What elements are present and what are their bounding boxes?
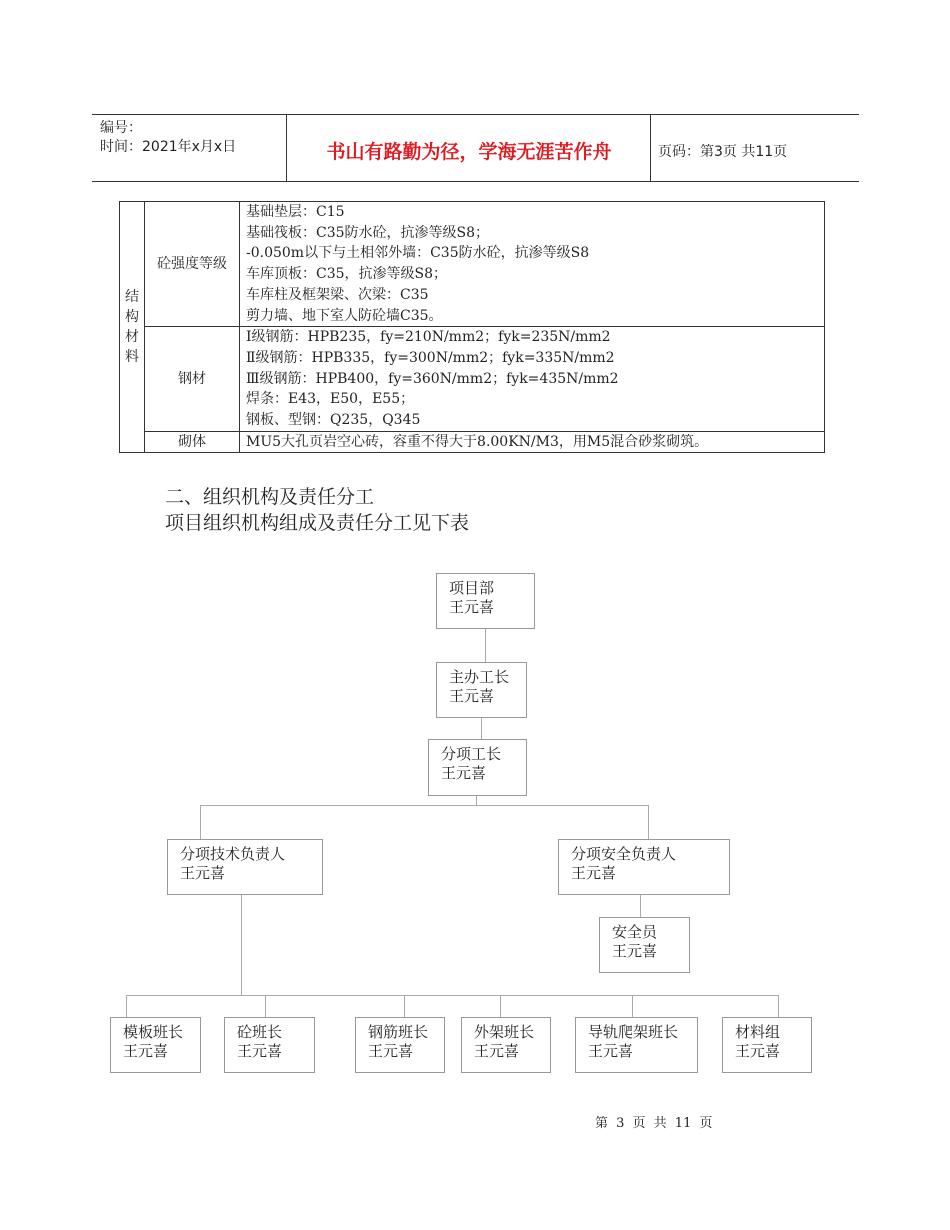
- connector-line: [640, 894, 641, 917]
- org-person: 王元喜: [237, 1042, 283, 1060]
- header-divider: [650, 115, 651, 181]
- desc-line: 车库顶板：C35，抗渗等级S8；: [246, 266, 448, 283]
- org-role: 导轨爬架班长: [588, 1023, 679, 1041]
- connector-line: [485, 628, 486, 662]
- category-cell: [120, 202, 145, 453]
- org-role: 模板班长: [123, 1023, 184, 1041]
- table-row: [120, 202, 825, 327]
- desc-line: -0.050m以下与土相邻外墙：C35防水砼，抗渗等级S8: [246, 245, 590, 262]
- org-person: 王元喜: [474, 1042, 520, 1060]
- connector-line: [632, 995, 633, 1017]
- desc-line: 基础垫层：C15: [246, 204, 345, 220]
- org-role: 分项安全负责人: [571, 845, 677, 863]
- category-char: 结: [125, 289, 139, 306]
- connector-line: [126, 995, 779, 996]
- org-person: 王元喜: [441, 764, 487, 782]
- org-role: 材料组: [735, 1023, 781, 1041]
- desc-line: 车库柱及框架梁、次梁：C35: [246, 286, 429, 303]
- org-role: 主办工长: [449, 668, 510, 686]
- section-heading: 二、组织机构及责任分工: [165, 486, 375, 508]
- row-name: 砌体: [145, 431, 240, 453]
- section-subheading: 项目组织机构组成及责任分工见下表: [165, 512, 470, 534]
- connector-line: [481, 717, 482, 739]
- org-box-safety-lead: [558, 839, 730, 895]
- connector-line: [241, 894, 242, 995]
- org-person: 王元喜: [612, 942, 658, 960]
- org-box-project-dept: [436, 573, 535, 629]
- org-box-team: [224, 1017, 315, 1073]
- connector-line: [200, 805, 649, 806]
- org-person: 王元喜: [588, 1042, 634, 1060]
- row-name: 钢材: [145, 327, 240, 432]
- desc-line: 剪力墙、地下室人防砼墙C35。: [246, 307, 443, 324]
- org-role: 砼班长: [237, 1023, 283, 1041]
- connector-line: [648, 805, 649, 839]
- category-char: 构: [125, 309, 139, 326]
- connector-line: [126, 995, 127, 1017]
- connector-line: [265, 995, 266, 1017]
- header-meta: [100, 119, 236, 157]
- header-motto: 书山有路勤为径，学海无涯苦作舟: [326, 141, 612, 163]
- org-box-team: [461, 1017, 551, 1073]
- category-char: 料: [125, 349, 139, 366]
- org-person: 王元喜: [180, 864, 226, 882]
- desc-line: 钢板、型钢：Q235，Q345: [246, 412, 421, 429]
- desc-line: Ⅲ级钢筋：HPB400，fy=360N/mm2；fyk=435N/mm2: [246, 370, 619, 387]
- category-char: 材: [125, 329, 139, 346]
- connector-line: [200, 805, 201, 839]
- category-label: [124, 287, 140, 367]
- row-description: [240, 202, 825, 327]
- document-header: [92, 114, 859, 182]
- table-row: [120, 327, 825, 432]
- org-person: 王元喜: [368, 1042, 414, 1060]
- table-row: [120, 431, 825, 453]
- org-person: 王元喜: [571, 864, 617, 882]
- org-role: 安全员: [612, 923, 658, 941]
- page-footer: 第 3 页 共 11 页: [595, 1116, 713, 1131]
- desc-line: Ⅰ级钢筋：HPB235，fy=210N/mm2；fyk=235N/mm2: [246, 329, 611, 346]
- materials-table: [119, 201, 825, 453]
- desc-line: 基础筏板：C35防水砼，抗渗等级S8；: [246, 224, 490, 241]
- connector-line: [778, 995, 779, 1017]
- org-box-chief-foreman: [436, 662, 527, 718]
- desc-line: MU5大孔页岩空心砖，容重不得大于8.00KN/M3，用M5混合砂浆砌筑。: [246, 433, 709, 450]
- org-role: 外架班长: [474, 1023, 535, 1041]
- org-box-team: [575, 1017, 698, 1073]
- org-box-team: [722, 1017, 812, 1073]
- row-name: 砼强度等级: [145, 202, 240, 327]
- org-person: 王元喜: [123, 1042, 169, 1060]
- org-box-tech-lead: [167, 839, 323, 895]
- org-role: 钢筋班长: [368, 1023, 429, 1041]
- number-label: 编号：: [100, 120, 142, 136]
- time-label: 时间：2021年x月x日: [100, 139, 237, 155]
- header-page-label: 页码：第3页 共11页: [658, 144, 788, 160]
- desc-line: Ⅱ级钢筋：HPB335，fy=300N/mm2；fyk=335N/mm2: [246, 349, 615, 366]
- row-description: [240, 431, 825, 453]
- desc-line: 焊条：E43，E50，E55；: [246, 391, 415, 408]
- org-person: 王元喜: [735, 1042, 781, 1060]
- connector-line: [404, 995, 405, 1017]
- row-description: [240, 327, 825, 432]
- org-box-safety-officer: [599, 917, 690, 973]
- org-box-team: [355, 1017, 445, 1073]
- org-role: 分项工长: [441, 745, 502, 763]
- org-role: 分项技术负责人: [180, 845, 286, 863]
- header-divider: [286, 115, 287, 181]
- org-box-team: [110, 1017, 201, 1073]
- org-person: 王元喜: [449, 687, 495, 705]
- org-role: 项目部: [449, 579, 495, 597]
- org-person: 王元喜: [449, 598, 495, 616]
- org-box-sub-foreman: [428, 739, 527, 796]
- connector-line: [500, 995, 501, 1017]
